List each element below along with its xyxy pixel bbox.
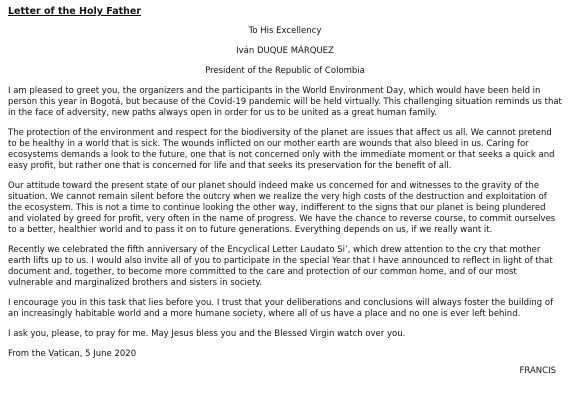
signature: FRANCIS <box>519 366 556 376</box>
paragraph-laudato-si: Recently we celebrated the fifth anniversary of the Encyclical Letter Laudato Si’, which drew attention to the cry that mother earth lifts up to us. I would also invite all of you to participate in the special Year that I have announced to reflect in light of that document and, together, to become more committed to the care and protection of our common home, and of our most vulnerable and marginalized brothers and sisters in society. <box>8 245 553 288</box>
closing-place-date: From the Vatican, 5 June 2020 <box>8 349 137 359</box>
paragraph-attitude: Our attitude toward the present state of our planet should indeed make us concerned for and witnesses to the gravity of the situation. We cannot remain silent before the outcry when we realize the very high costs of the destruction and exploitation of the ecosystem. This is not a time to continue looking the other way, indifferent to the signs that our planet is being plundered and violated by greed for profit, very often in the name of progress. We have the chance to reverse course, to commit ourselves to a better, healthier world and to pass it on to future generations. Everything depends on us, if we really want it. <box>8 181 556 235</box>
paragraph-prayer: I ask you, please, to pray for me. May Jesus bless you and the Blessed Virgin watch over you. <box>8 329 406 339</box>
paragraph-environment: The protection of the environment and respect for the biodiversity of the planet are issues that affect us all. We cannot pretend to be healthy in a world that is sick. The wounds inflicted on our mother earth are wounds that also bleed in us. Caring for ecosystems demands a look to the future, one that is not concerned only with the immediate moment or that seeks a quick and easy profit, but rather one that is concerned for life and that seeks its preservation for the benefit of all. <box>8 128 555 171</box>
paragraph-encouragement: I encourage you in this task that lies before you. I trust that your deliberations and conclusions will always foster the building of an increasingly habitable world and a more humane society, where all of us have a place and no one is ever left behind. <box>8 298 554 319</box>
paragraph-greeting: I am pleased to greet you, the organizers and the participants in the World Environment Day, which would have been held in person this year in Bogotá, but because of the Covid-19 pandemic will be held virtually. This challenging situation reminds us that in the face of adversity, new paths always open in order for us to be united as a great human family. <box>8 86 562 118</box>
addressee-title: President of the Republic of Colombia <box>205 66 365 76</box>
addressee-salutation: To His Excellency <box>248 26 322 36</box>
letter-heading[interactable]: Letter of the Holy Father <box>8 6 142 17</box>
addressee-name: Iván DUQUE MÁRQUEZ <box>236 46 334 56</box>
